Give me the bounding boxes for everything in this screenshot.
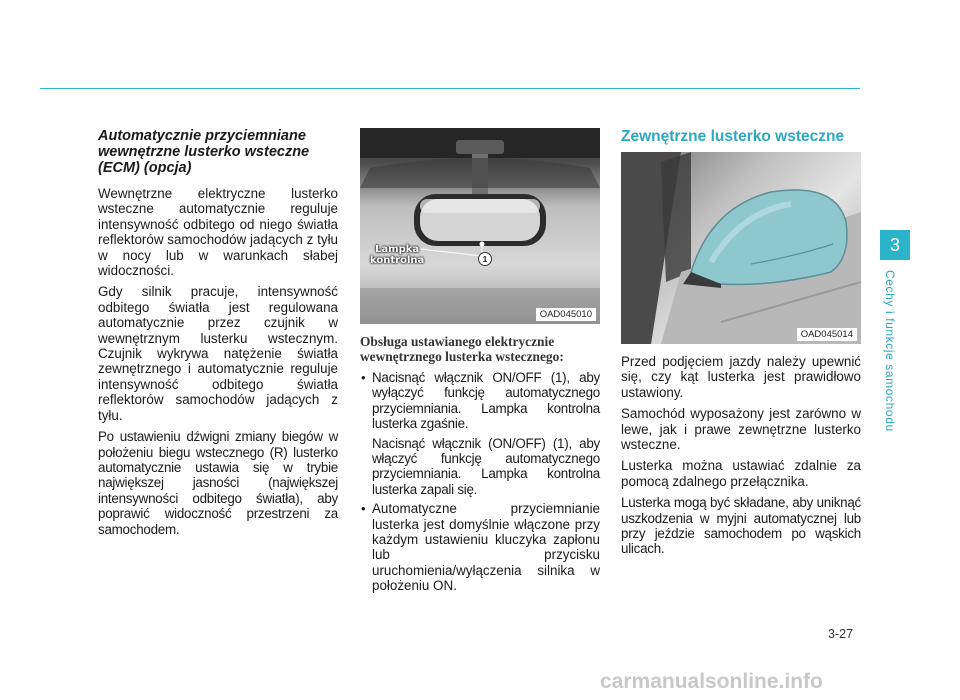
bullet-item [360,501,600,593]
exterior-mirror-illustration [621,152,861,344]
page-number: 3-27 [828,627,854,641]
ecm-paragraph-2: Gdy silnik pracuje, intensywność odbitego światła jest regulowana automatycznie przez czujnik w wewnętrznym lusterku wstecznym. Czujnik wykrywa natężenie światła zewnętrznego i automatycznie reguluje intensywność odbitego światła reflektorów samochodów jadących z tyłu. [98,284,338,423]
ecm-paragraph-1: Wewnętrzne elektryczne lusterko wsteczne automatycznie reguluje intensywność odbitego od niego światła reflektorów samochodów jadących z tyłu w nocy lub w warunkach słabej widoczności. [98,186,338,279]
exterior-paragraph-2: Samochód wyposażony jest zarówno w lewe, jak i prawe zewnętrzne lusterko wsteczne. [621,406,861,453]
callout-number: 1 [478,252,492,266]
exterior-paragraph-4: Lusterka mogą być składane, aby uniknąć uszkodzenia w myjni automatycznej lub przy jeździe samochodem po wąskich ulicach. [621,495,861,557]
operation-bullet-list [360,370,600,594]
indicator-lamp-label-line1: Lampka [375,244,420,255]
ecm-heading: Automatycznie przyciemniane wewnętrzne lusterko wsteczne (ECM) (opcja) [98,128,310,176]
bullet-1-paragraph-2: Nacisnąć włącznik (ON/OFF) (1), aby włączyć funkcję automatycznego przyciemniania. Lampka kontrolna lusterka zapali się. [372,435,600,497]
column-left [98,128,338,543]
indicator-lamp-label [370,244,424,266]
watermark-text: carmanualsonline.info [600,670,823,693]
ecm-paragraph-3: Po ustawieniu dźwigni zmiany biegów w położeniu biegu wstecznego (R) lusterko automatycznie ustawia się w trybie największej jasności (największej intensywności odbitego światła), aby poprawić widoczność przestrzeni za samochodem. [98,429,338,537]
interior-mirror-photo [360,128,600,324]
exterior-mirror-title: Zewnętrzne lusterko wsteczne [621,128,845,145]
image-code: OAD045014 [797,328,857,341]
column-right [621,128,861,563]
interior-mirror-illustration [360,128,600,324]
exterior-paragraph-1: Przed podjęciem jazdy należy upewnić się, czy kąt lusterka jest prawidłowo ustawiony. [621,354,861,400]
image-code: OAD045010 [536,308,596,321]
indicator-lamp-label-line2: kontrolna [370,255,425,266]
exterior-paragraph-3: Lusterka można ustawiać zdalnie za pomocą zdalnego przełącznika. [621,458,861,489]
chapter-number-tab: 3 [880,230,910,260]
bullet-item [360,370,600,497]
bullet-1-paragraph-1: • Nacisnąć włącznik ON/OFF (1), aby wyłączyć funkcję automatycznego przyciemniania. Lampka kontrolna lusterka zgaśnie. [372,370,600,432]
operation-heading: Obsługa ustawianego elektrycznie wewnętrznego lusterka wstecznego: [360,334,564,364]
chapter-title: Cechy i funkcje samochodu [883,270,897,432]
column-middle [360,128,600,598]
exterior-mirror-photo [621,152,861,344]
bullet-2-paragraph-1: • Automatyczne przyciemnianie lusterka jest domyślnie włączone przy każdym ustawieniu kluczyka zapłonu lub przycisku uruchomienia/wyłączenia silnika w położeniu ON. [372,501,600,594]
top-divider-line [40,88,860,89]
